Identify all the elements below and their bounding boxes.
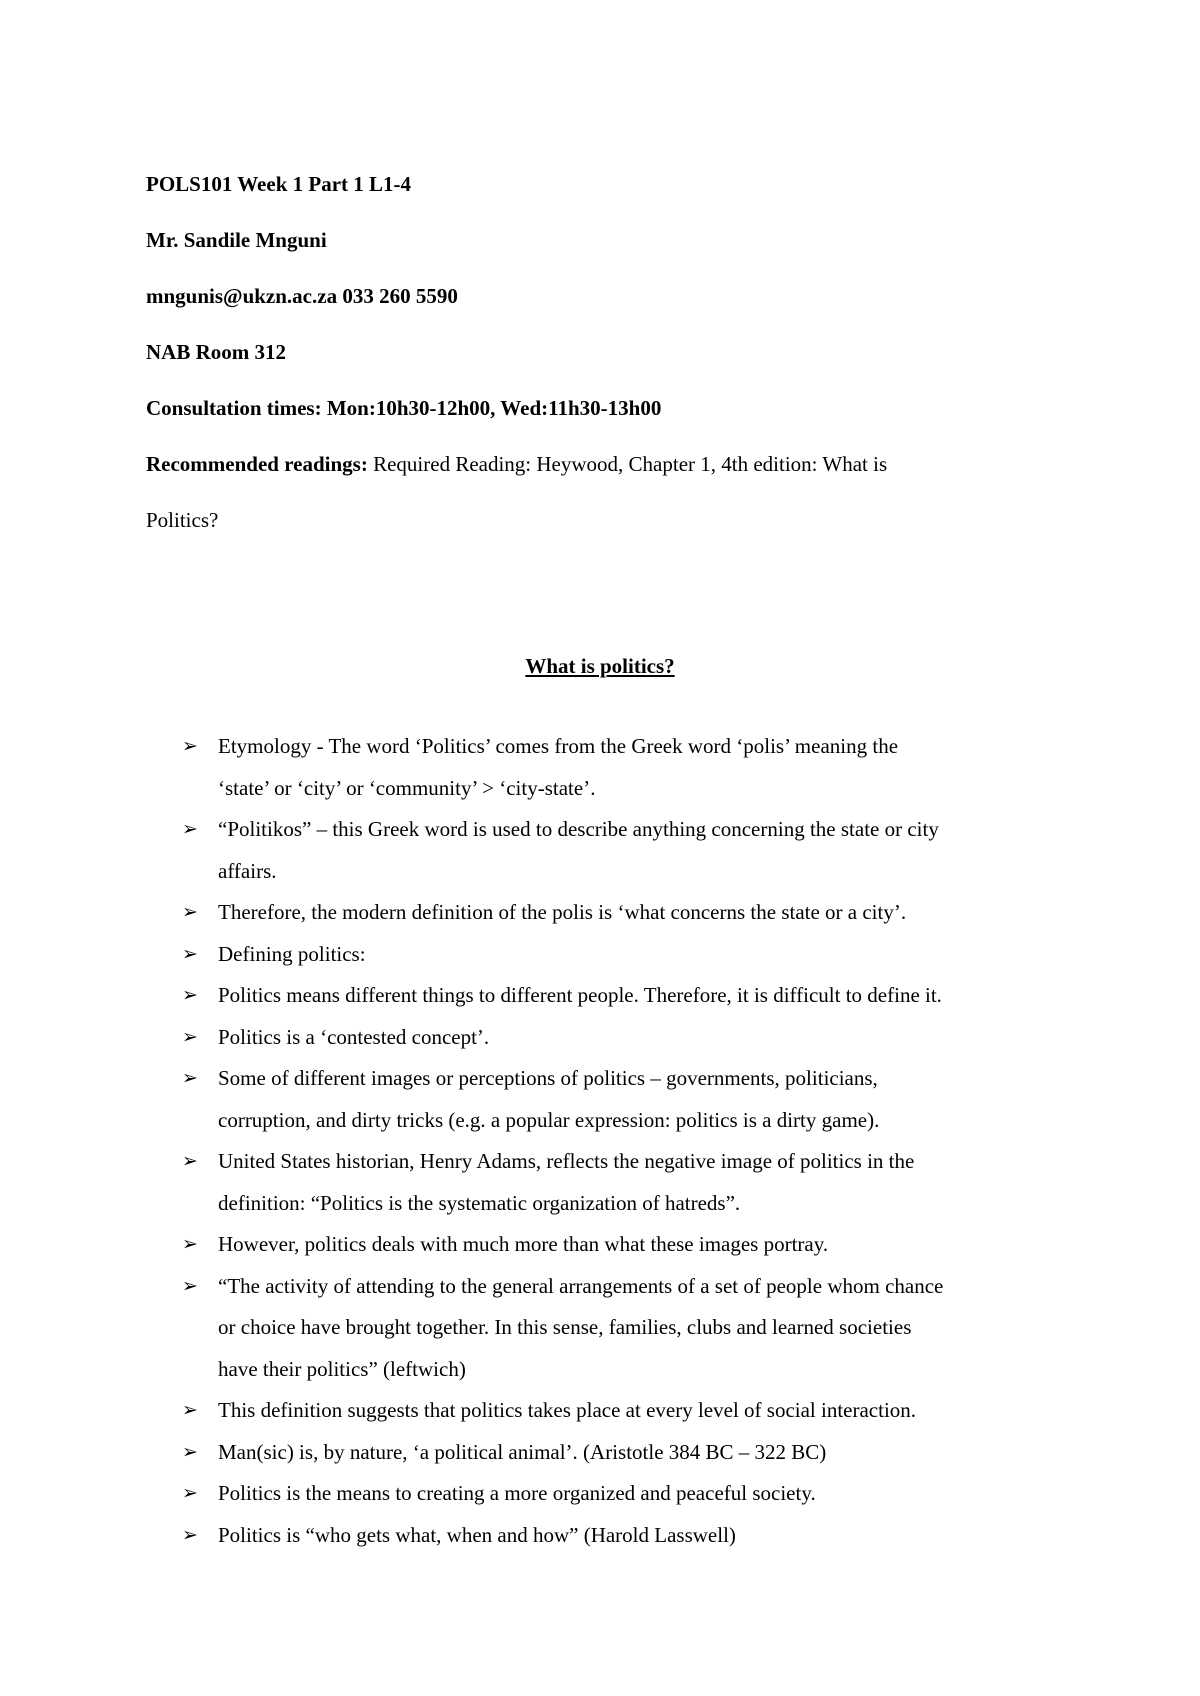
arrow-bullet-icon: ➢ xyxy=(182,984,198,1006)
bullet-item xyxy=(182,1473,1082,1515)
arrow-bullet-icon: ➢ xyxy=(182,901,198,923)
bullet-item xyxy=(182,1515,1082,1557)
arrow-bullet-icon: ➢ xyxy=(182,1067,198,1089)
bullet-text-line: “The activity of attending to the general arrangements of a set of people whom chance xyxy=(218,1273,944,1298)
bullet-text-line: Politics means different things to different people. Therefore, it is difficult to define it. xyxy=(218,983,942,1007)
bullet-item xyxy=(182,1390,1082,1432)
course-header xyxy=(146,170,1066,534)
bullet-text-line: Some of different images or perceptions of politics – governments, politicians, xyxy=(218,1066,878,1090)
bullet-text-line: affairs. xyxy=(218,858,277,883)
office-room: NAB Room 312 xyxy=(146,340,286,364)
bullet-item xyxy=(182,934,1082,976)
bullet-item xyxy=(182,1432,1082,1474)
bullet-text-line: Defining politics: xyxy=(218,941,366,966)
course-code: POLS101 Week 1 Part 1 L1-4 xyxy=(146,172,412,196)
section-title xyxy=(0,652,1200,680)
lecturer-contact: mngunis@ukzn.ac.za 033 260 5590 xyxy=(146,284,458,308)
bullet-text-line: have their politics” (leftwich) xyxy=(218,1356,466,1381)
bullet-text-line: However, politics deals with much more than what these images portray. xyxy=(218,1232,829,1256)
bullet-item xyxy=(182,892,1082,934)
bullet-text-line: corruption, and dirty tricks (e.g. a popular expression: politics is a dirty game). xyxy=(218,1107,880,1132)
readings-text: Required Reading: Heywood, Chapter 1, 4th edition: What is xyxy=(367,452,888,476)
bullet-text-line: or choice have brought together. In this sense, families, clubs and learned societies xyxy=(218,1315,912,1339)
arrow-bullet-icon: ➢ xyxy=(182,1150,198,1172)
bullet-text-line: “Politikos” – this Greek word is used to describe anything concerning the state or city xyxy=(218,817,939,841)
bullet-item xyxy=(182,1017,1082,1059)
bullet-list xyxy=(182,726,1082,1556)
bullet-item xyxy=(182,1141,1082,1224)
arrow-bullet-icon: ➢ xyxy=(182,1440,198,1463)
bullet-item xyxy=(182,809,1082,892)
bullet-text-line: United States historian, Henry Adams, reflects the negative image of politics in the xyxy=(218,1149,915,1173)
bullet-item xyxy=(182,1058,1082,1141)
bullet-text-line: Politics is a ‘contested concept’. xyxy=(218,1024,490,1049)
bullet-item xyxy=(182,1224,1082,1266)
bullet-text-line: Politics is the means to creating a more organized and peaceful society. xyxy=(218,1481,816,1505)
consultation-times: Consultation times: Mon:10h30-12h00, Wed:11h30-13h00 xyxy=(146,396,662,420)
arrow-bullet-icon: ➢ xyxy=(182,1025,198,1048)
arrow-bullet-icon: ➢ xyxy=(182,1399,198,1421)
recommended-readings xyxy=(146,450,1046,534)
bullet-item xyxy=(182,1266,1082,1391)
bullet-text-line: Politics is “who gets what, when and how” (Harold Lasswell) xyxy=(218,1522,736,1547)
bullet-text-line: Therefore, the modern definition of the polis is ‘what concerns the state or a city’. xyxy=(218,900,907,924)
bullet-item xyxy=(182,726,1082,809)
bullet-text-line: This definition suggests that politics takes place at every level of social interaction. xyxy=(218,1398,917,1422)
readings-continuation: Politics? xyxy=(146,508,219,532)
arrow-bullet-icon: ➢ xyxy=(182,1523,198,1546)
arrow-bullet-icon: ➢ xyxy=(182,818,198,840)
bullet-text-line: ‘state’ or ‘city’ or ‘community’ > ‘city-state’. xyxy=(218,775,596,800)
arrow-bullet-icon: ➢ xyxy=(182,1233,198,1255)
lecturer-name: Mr. Sandile Mnguni xyxy=(146,228,327,252)
arrow-bullet-icon: ➢ xyxy=(182,1482,198,1504)
bullet-item xyxy=(182,975,1082,1017)
section-title-text: What is politics? xyxy=(525,654,675,678)
arrow-bullet-icon: ➢ xyxy=(182,942,198,965)
readings-label: Recommended readings: xyxy=(146,452,368,476)
bullet-text-line: Man(sic) is, by nature, ‘a political animal’. (Aristotle 384 BC – 322 BC) xyxy=(218,1439,827,1464)
arrow-bullet-icon: ➢ xyxy=(182,735,198,757)
arrow-bullet-icon: ➢ xyxy=(182,1274,198,1297)
bullet-text-line: Etymology - The word ‘Politics’ comes from the Greek word ‘polis’ meaning the xyxy=(218,734,899,758)
bullet-text-line: definition: “Politics is the systematic organization of hatreds”. xyxy=(218,1190,741,1215)
